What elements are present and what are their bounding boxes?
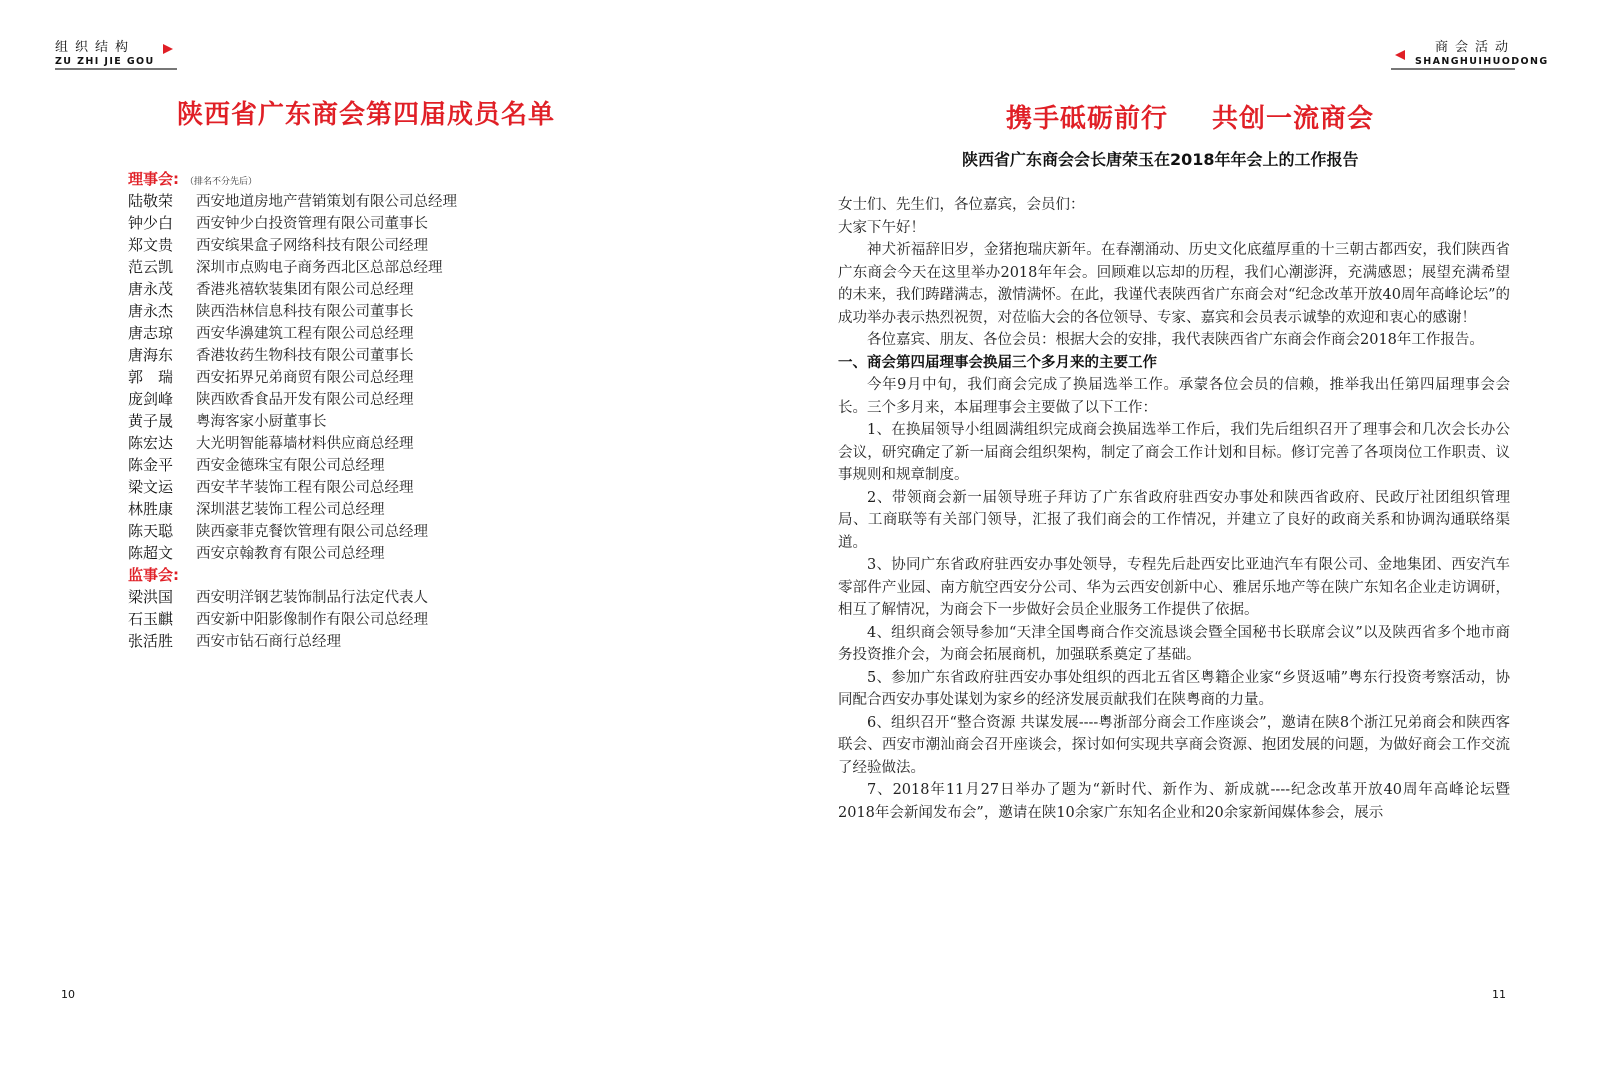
member-company: 陕西浩林信息科技有限公司董事长 [196, 304, 414, 320]
member-company: 大光明智能幕墙材料供应商总经理 [196, 436, 414, 452]
member-row [128, 388, 457, 410]
member-row [128, 234, 457, 256]
member-company: 粤海客家小厨董事长 [196, 414, 327, 430]
article-title-part1: 携手砥砺前行 [1006, 104, 1169, 134]
member-company: 陕西欧香食品开发有限公司总经理 [196, 392, 414, 408]
paragraph: 大家下午好！ [838, 219, 925, 236]
member-company: 西安市钻石商行总经理 [196, 634, 341, 650]
paragraph: 女士们、先生们，各位嘉宾，会员们： [838, 197, 1085, 213]
member-name: 梁文运 [128, 478, 174, 496]
page-number: 10 [61, 988, 75, 1001]
member-name: 黄子晟 [128, 412, 174, 430]
member-company: 香港妆药生物科技有限公司董事长 [196, 348, 414, 364]
council-label: 理事会: [128, 170, 179, 188]
paragraph: 神犬祈福辞旧岁，金猪抱瑞庆新年。在春潮涌动、历史文化底蕴厚重的十三朝古都西安，我们陕西省广东商会今天在这里举办2018年年会。回顾难以忘却的历程，我们心潮澎湃，充满感恩；展望充满希望的未来，我们踌躇满志，激情满怀。在此，我谨代表陕西省广东商会对“纪念改革开放40周年高峰论坛”的成功举办表示热烈祝贺，对莅临大会的各位领导、专家、嘉宾和会员表示诚挚的欢迎和衷心的感谢！ [838, 242, 1510, 326]
section-tag-org-structure [55, 36, 155, 67]
paragraph: 6、组织召开“整合资源 共谋发展----粤浙部分商会工作座谈会”，邀请在陕8个浙江兄弟商会和陕西客联会、西安市潮汕商会召开座谈会，探讨如何实现共享商会资源、抱团发展的问题，为做好商会工作交流了经验做法。 [838, 714, 1510, 776]
paragraph: 5、参加广东省政府驻西安办事处组织的西北五省区粤籍企业家“乡贤返哺”粤东行投资考察活动，协同配合西安办事处谋划为家乡的经济发展贡献我们在陕粤商的力量。 [838, 669, 1510, 708]
tag-underline [55, 68, 177, 70]
member-name: 范云凯 [128, 258, 174, 276]
member-name: 林胜康 [128, 500, 174, 518]
member-row [128, 498, 457, 520]
article-title [1006, 98, 1374, 135]
paragraph: 2、带领商会新一届领导班子拜访了广东省政府驻西安办事处和陕西省政府、民政厅社团组织管理局、工商联等有关部门领导，汇报了我们商会的工作情况，并建立了良好的政商关系和协调沟通联络渠道。 [838, 489, 1510, 551]
member-name: 陈宏达 [128, 434, 174, 452]
member-row [128, 300, 457, 322]
member-name: 石玉麒 [128, 610, 174, 628]
member-name: 张活胜 [128, 632, 174, 650]
member-row [128, 190, 457, 212]
member-name: 梁洪国 [128, 588, 174, 606]
member-row [128, 586, 457, 608]
paragraph: 1、在换届领导小组圆满组织完成商会换届选举工作后，我们先后组织召开了理事会和几次会长办公会议，研究确定了新一届商会组织架构，制定了商会工作计划和目标。修订完善了各项岗位工作职责、议事规则和规章制度。 [838, 422, 1510, 483]
arrow-left-icon [1395, 50, 1405, 60]
member-name: 陈超文 [128, 544, 174, 562]
member-name: 唐永茂 [128, 280, 174, 298]
article-title-part2: 共创一流商会 [1212, 104, 1375, 134]
section-tag-cn: 组织结构 [55, 40, 136, 55]
member-company: 西安拓界兄弟商贸有限公司总经理 [196, 370, 414, 386]
section-tag-cn: 商会活动 [1434, 40, 1515, 55]
section-tag-en: SHANGHUIHUODONG [1415, 56, 1549, 67]
right-page [800, 0, 1599, 1065]
member-row [128, 366, 457, 388]
member-name: 唐海东 [128, 346, 174, 364]
member-name: 钟少白 [128, 214, 174, 232]
supervisor-heading [128, 564, 457, 586]
section-heading: 一、商会第四届理事会换届三个多月来的主要工作 [838, 354, 1157, 371]
member-name: 陈金平 [128, 456, 174, 474]
member-company: 香港兆禧软装集团有限公司总经理 [196, 282, 414, 298]
member-name: 唐永杰 [128, 302, 174, 320]
section-tag-activities [1415, 36, 1549, 67]
member-row [128, 278, 457, 300]
council-rows [128, 190, 457, 564]
left-page [0, 0, 799, 1065]
paragraph: 7、2018年11月27日举办了题为“新时代、新作为、新成就----纪念改革开放40周年高峰论坛暨2018年会新闻发布会”，邀请在陕10余家广东知名企业和20余家新闻媒体参会，展示 [838, 782, 1510, 821]
member-name: 唐志琼 [128, 324, 174, 342]
member-row [128, 476, 457, 498]
member-row [128, 322, 457, 344]
member-company: 西安新中阳影像制作有限公司总经理 [196, 612, 428, 628]
paragraph: 3、协同广东省政府驻西安办事处领导，专程先后赴西安比亚迪汽车有限公司、金地集团、西安汽车零部件产业园、南方航空西安分公司、华为云西安创新中心、雅居乐地产等在陕广东知名企业走访调研，相互了解情况，为商会下一步做好会员企业服务工作提供了依据。 [838, 557, 1510, 618]
page-title: 陕西省广东商会第四届成员名单 [177, 100, 556, 130]
member-name: 郭 瑞 [128, 368, 174, 386]
member-name: 陈天聪 [128, 522, 174, 540]
member-row [128, 344, 457, 366]
arrow-right-icon [163, 44, 173, 54]
council-heading [128, 168, 457, 190]
member-company: 深圳湛艺装饰工程公司总经理 [196, 502, 385, 518]
member-row [128, 432, 457, 454]
member-row [128, 454, 457, 476]
article-subtitle: 陕西省广东商会会长唐荣玉在2018年年会上的工作报告 [962, 150, 1359, 169]
member-company: 陕西豪菲克餐饮管理有限公司总经理 [196, 524, 428, 540]
council-note: （排名不分先后） [185, 177, 258, 187]
member-name: 庞剑峰 [128, 390, 174, 408]
member-row [128, 410, 457, 432]
member-row [128, 520, 457, 542]
supervisor-rows [128, 586, 457, 652]
member-row [128, 212, 457, 234]
member-list [128, 168, 457, 652]
section-tag-en: ZU ZHI JIE GOU [55, 56, 155, 67]
member-row [128, 630, 457, 652]
member-name: 陆敬荣 [128, 192, 174, 210]
member-company: 西安明洋钢艺装饰制品行法定代表人 [196, 590, 428, 606]
member-row [128, 542, 457, 564]
member-company: 深圳市点购电子商务西北区总部总经理 [196, 260, 443, 276]
member-company: 西安钟少白投资管理有限公司董事长 [196, 216, 428, 232]
member-company: 西安华濞建筑工程有限公司总经理 [196, 326, 414, 342]
paragraph: 各位嘉宾、朋友、各位会员：根据大会的安排，我代表陕西省广东商会作商会2018年工作报告。 [867, 332, 1484, 348]
member-company: 西安京翰教育有限公司总经理 [196, 546, 385, 562]
member-name: 郑文贵 [128, 236, 174, 254]
member-company: 西安地道房地产营销策划有限公司总经理 [196, 194, 457, 210]
member-row [128, 256, 457, 278]
member-row [128, 608, 457, 630]
paragraph: 4、组织商会领导参加“天津全国粤商合作交流恳谈会暨全国秘书长联席会议”以及陕西省多个地市商务投资推介会，为商会拓展商机，加强联系奠定了基础。 [838, 624, 1510, 663]
supervisor-label: 监事会: [128, 566, 179, 584]
paragraph: 今年9月中旬，我们商会完成了换届选举工作。承蒙各位会员的信赖，推举我出任第四届理事会会长。三个多月来，本届理事会主要做了以下工作： [838, 377, 1510, 416]
member-company: 西安缤果盒子网络科技有限公司经理 [196, 238, 428, 254]
article-body [838, 194, 1510, 824]
tag-underline [1391, 68, 1515, 70]
member-company: 西安金德珠宝有限公司总经理 [196, 458, 385, 474]
member-company: 西安芊芊装饰工程有限公司总经理 [196, 480, 414, 496]
page-number: 11 [1492, 988, 1506, 1001]
